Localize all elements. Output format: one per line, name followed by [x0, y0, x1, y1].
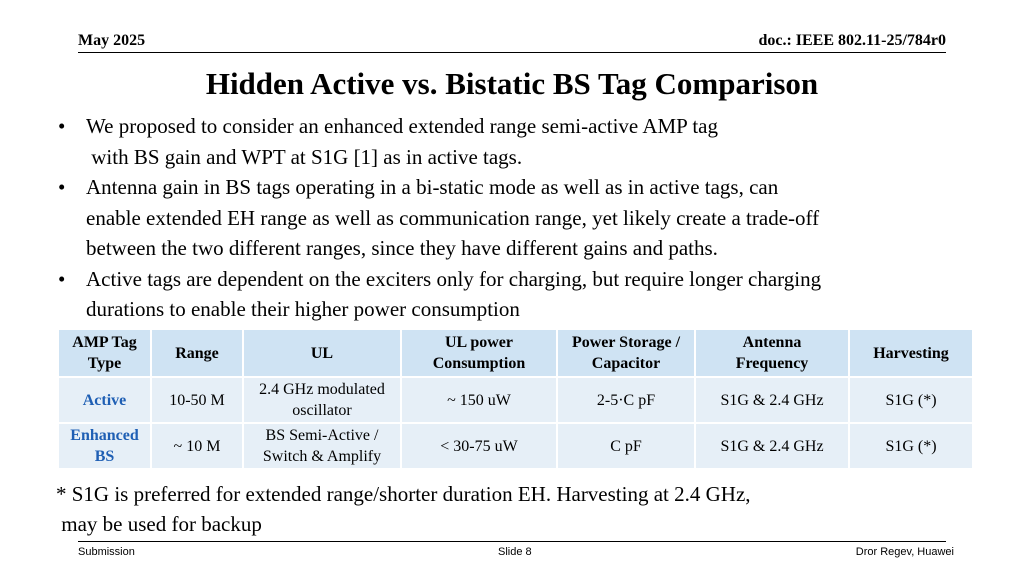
header-cell-type: AMP Tag Type — [58, 329, 151, 377]
cell-range: ~ 10 M — [151, 423, 243, 469]
cell-ul: BS Semi-Active / Switch & Amplify — [243, 423, 401, 469]
footer-slide-number: Slide 8 — [498, 546, 532, 558]
header-date: May 2025 — [78, 32, 146, 49]
header-cell-antenna: Antenna Frequency — [695, 329, 849, 377]
footer-rule — [78, 541, 946, 542]
table-row — [58, 423, 973, 469]
slide-title: Hidden Active vs. Bistatic BS Tag Comparison — [205, 66, 819, 101]
cell-harvesting: S1G (*) — [849, 423, 973, 469]
header-cell-range: Range — [151, 329, 243, 377]
row-label: Enhanced BS — [58, 423, 151, 469]
cell-storage: C pF — [557, 423, 695, 469]
bullet-marker: • — [58, 175, 66, 199]
footnote-line: * S1G is preferred for extended range/shorter duration EH. Harvesting at 2.4 GHz, — [56, 482, 751, 506]
cell-storage: 2-5·C pF — [557, 377, 695, 423]
cell-power: < 30-75 uW — [401, 423, 557, 469]
cell-power: ~ 150 uW — [401, 377, 557, 423]
cell-antenna: S1G & 2.4 GHz — [695, 377, 849, 423]
header-doc-id: doc.: IEEE 802.11-25/784r0 — [758, 32, 946, 49]
comparison-table — [57, 328, 974, 470]
header-cell-power: UL power Consumption — [401, 329, 557, 377]
bullet-marker: • — [58, 266, 66, 291]
bullet-item — [58, 172, 998, 264]
bullet-item — [58, 264, 998, 325]
bullet-text: with BS gain and WPT at S1G [1] as in active tags. — [86, 144, 523, 169]
cell-antenna: S1G & 2.4 GHz — [695, 423, 849, 469]
row-label: Active — [58, 377, 151, 423]
cell-ul: 2.4 GHz modulated oscillator — [243, 377, 401, 423]
bullet-list — [58, 111, 998, 325]
cell-harvesting: S1G (*) — [849, 377, 973, 423]
bullet-item — [58, 111, 998, 172]
footer-submission: Submission — [78, 546, 135, 558]
bullet-marker: • — [58, 114, 66, 138]
footnote — [56, 479, 956, 539]
table-row — [58, 377, 973, 423]
footer-author: Dror Regev, Huawei — [855, 546, 954, 558]
footnote-line: may be used for backup — [56, 512, 262, 536]
cell-range: 10-50 M — [151, 377, 243, 423]
header-cell-storage: Power Storage / Capacitor — [557, 329, 695, 377]
bullet-text: enable extended EH range as well as communication range, yet likely create a trade-off — [86, 205, 820, 230]
table-header-row — [58, 329, 973, 377]
header-cell-harvesting: Harvesting — [849, 329, 973, 377]
bullet-text: Antenna gain in BS tags operating in a bi-static mode as well as in active tags, can — [86, 175, 779, 199]
bullet-text: We proposed to consider an enhanced extended range semi-active AMP tag — [86, 114, 718, 138]
header-cell-ul: UL — [243, 329, 401, 377]
bullet-text: durations to enable their higher power consumption — [86, 297, 520, 321]
bullet-text: between the two different ranges, since they have different gains and paths. — [86, 236, 718, 260]
bullet-text: Active tags are dependent on the exciters only for charging, but require longer charging — [86, 266, 822, 291]
header-rule — [78, 52, 946, 53]
